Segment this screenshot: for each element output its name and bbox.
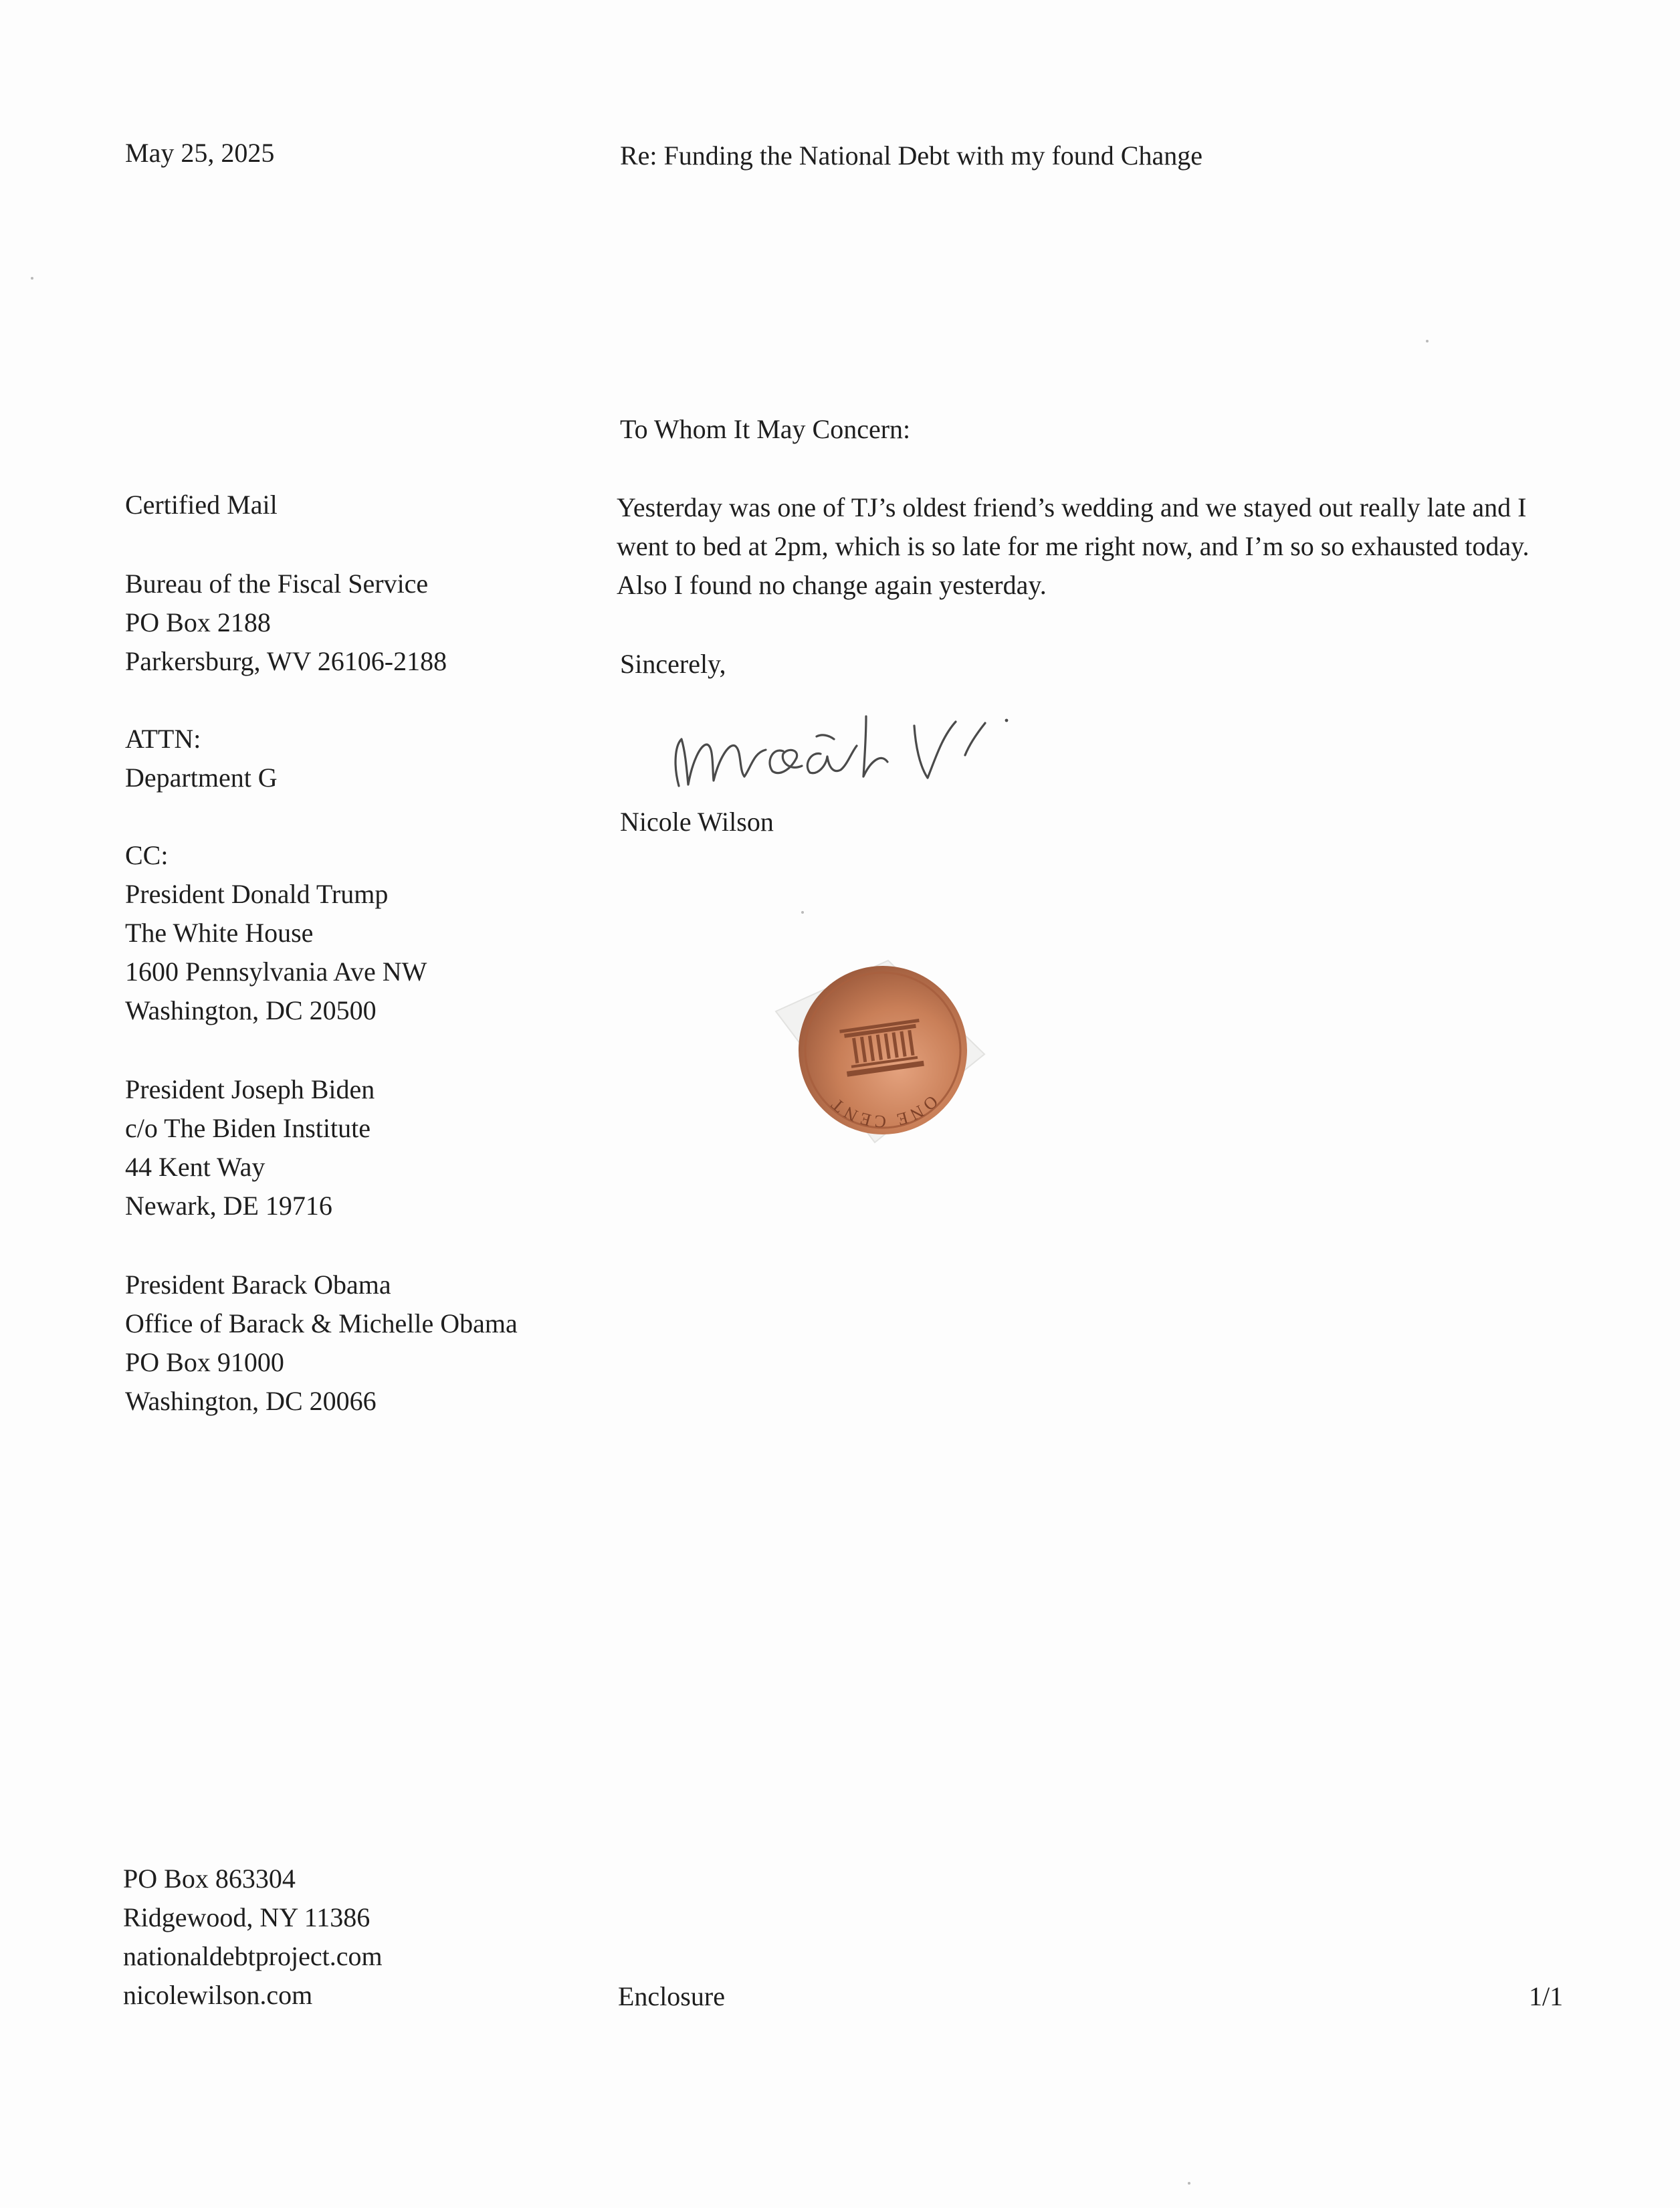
enclosed-penny — [756, 923, 1010, 1177]
cc-line: Washington, DC 20500 — [125, 995, 377, 1025]
cc-block-obama — [125, 1266, 518, 1421]
recipient-line: PO Box 2188 — [125, 607, 271, 637]
return-line: nicolewilson.com — [123, 1980, 313, 2010]
attn-label: ATTN: — [125, 724, 201, 754]
cc-block-trump — [125, 836, 427, 1030]
return-line: PO Box 863304 — [123, 1864, 296, 1894]
coin-top-text: ONE CENT — [825, 1092, 942, 1132]
cc-line: 1600 Pennsylvania Ave NW — [125, 957, 427, 987]
return-line: Ridgewood, NY 11386 — [123, 1902, 371, 1932]
signature-image — [665, 692, 1020, 799]
valediction: Sincerely, — [620, 649, 726, 679]
cc-line: Washington, DC 20066 — [125, 1386, 377, 1416]
mail-method: Certified Mail — [125, 490, 278, 520]
recipient-line: Parkersburg, WV 26106-2188 — [125, 646, 447, 676]
cc-line: The White House — [125, 918, 314, 948]
scan-speck — [1188, 2182, 1190, 2185]
attn-block — [125, 720, 278, 797]
cc-line: President Barack Obama — [125, 1270, 391, 1300]
cc-line: Newark, DE 19716 — [125, 1191, 332, 1221]
scan-speck — [1426, 340, 1429, 342]
return-address — [123, 1860, 383, 2015]
penny-coin-icon — [756, 923, 1010, 1177]
scan-speck — [801, 911, 804, 914]
recipient-line: Bureau of the Fiscal Service — [125, 569, 429, 599]
cc-label: CC: — [125, 840, 169, 870]
enclosure-label: Enclosure — [618, 1981, 725, 2011]
cc-line: President Joseph Biden — [125, 1074, 375, 1104]
attn-value: Department G — [125, 763, 278, 793]
cc-block-biden — [125, 1070, 375, 1225]
greeting: To Whom It May Concern: — [620, 414, 911, 444]
letter-date: May 25, 2025 — [125, 138, 275, 168]
signer-name: Nicole Wilson — [620, 807, 774, 837]
cc-line: President Donald Trump — [125, 879, 389, 909]
cc-line: PO Box 91000 — [125, 1347, 284, 1377]
letter-subject: Re: Funding the National Debt with my found Change — [620, 140, 1202, 171]
recipient-address — [125, 565, 447, 681]
cc-line: Office of Barack & Michelle Obama — [125, 1308, 518, 1338]
cc-line: c/o The Biden Institute — [125, 1113, 371, 1143]
body-paragraph: Yesterday was one of TJ’s oldest friend’s wedding and we stayed out really late and I went to bed at 2pm, which is so late for me right now, and I’m so so exhausted today. Also I found no change again yesterday. — [617, 492, 1530, 600]
page-number: 1/1 — [1529, 1981, 1564, 2011]
scan-speck — [31, 277, 33, 280]
return-line: nationaldebtproject.com — [123, 1941, 383, 1971]
cc-line: 44 Kent Way — [125, 1152, 266, 1182]
